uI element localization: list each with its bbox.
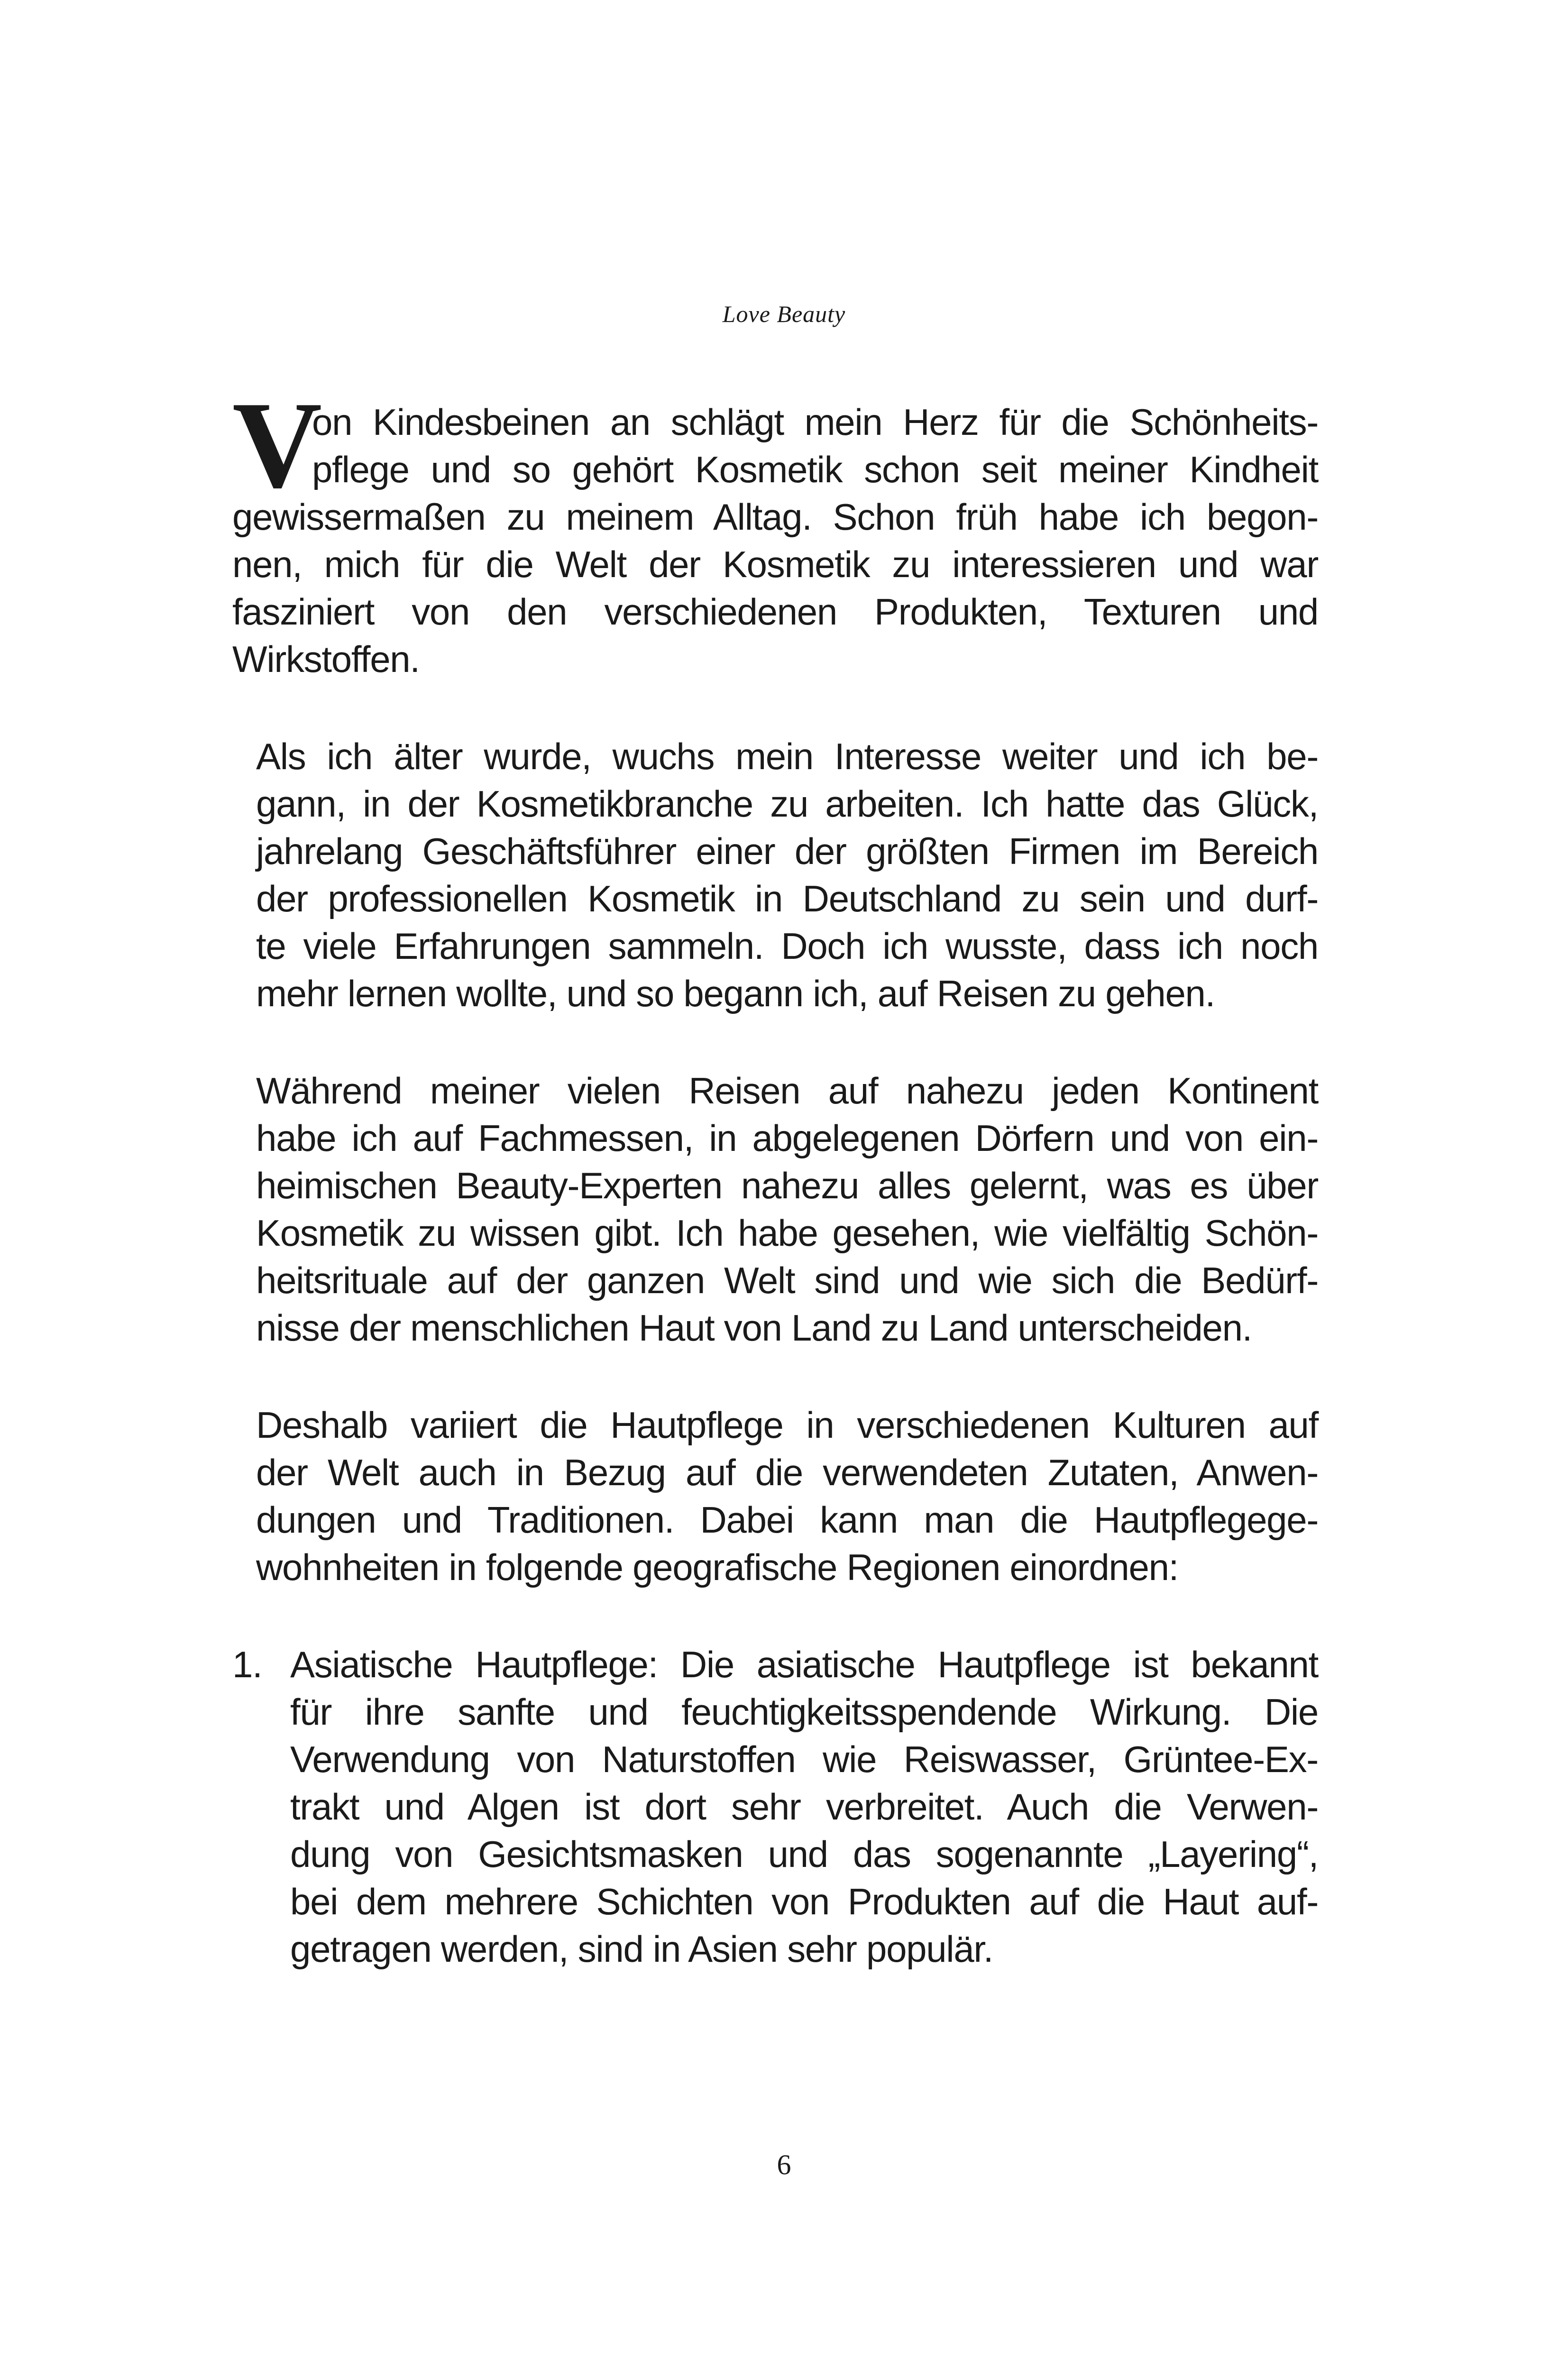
paragraph-1 <box>232 376 1318 683</box>
text-line: Wirkstoffen. <box>232 638 420 680</box>
text-line: gewissermaßen zu meinem Alltag. Schon früh habe ich begon- <box>232 496 1318 538</box>
running-header: Love Beauty <box>722 301 846 327</box>
text-line: Verwendung von Naturstoffen wie Reiswasser, Grüntee-Ex- <box>290 1738 1318 1780</box>
text-line: mehr lernen wollte, und so begann ich, auf Reisen zu gehen. <box>256 973 1215 1014</box>
text-line: fasziniert von den verschiedenen Produkten, Texturen und <box>232 591 1318 633</box>
text-line: Während meiner vielen Reisen auf nahezu jeden Kontinent <box>256 1070 1318 1112</box>
text-line: jahrelang Geschäftsführer einer der größten Firmen im Bereich <box>256 830 1318 872</box>
drop-cap: V <box>232 376 321 514</box>
list-item-number: 1. <box>232 1644 262 1685</box>
list-item <box>232 1641 1318 1973</box>
body-text <box>232 376 1318 1973</box>
text-line: für ihre sanfte und feuchtigkeitsspendende Wirkung. Die <box>290 1691 1318 1733</box>
text-line: der professionellen Kosmetik in Deutschland zu sein und durf- <box>256 878 1318 919</box>
text-line: nen, mich für die Welt der Kosmetik zu interessieren und war <box>232 543 1318 585</box>
text-line: nisse der menschlichen Haut von Land zu Land unterscheiden. <box>256 1307 1252 1349</box>
text-line: te viele Erfahrungen sammeln. Doch ich wusste, dass ich noch <box>256 925 1318 967</box>
paragraph-3 <box>232 1067 1318 1351</box>
list-item-body <box>290 1641 1318 1973</box>
text-line: gann, in der Kosmetikbranche zu arbeiten. Ich hatte das Glück, <box>256 783 1318 825</box>
text-line: Asiatische Hautpflege: Die asiatische Hautpflege ist bekannt <box>290 1644 1318 1685</box>
text-line: dung von Gesichtsmasken und das sogenannte „Layering“, <box>290 1833 1318 1875</box>
text-line: Kosmetik zu wissen gibt. Ich habe gesehen, wie vielfältig Schön- <box>256 1212 1318 1254</box>
text-line: bei dem mehrere Schichten von Produkten auf die Haut auf- <box>290 1881 1318 1922</box>
text-line: Deshalb variiert die Hautpflege in verschiedenen Kulturen auf <box>256 1404 1318 1446</box>
text-line: trakt und Algen ist dort sehr verbreitet. Auch die Verwen- <box>290 1786 1318 1828</box>
text-line: habe ich auf Fachmessen, in abgelegenen Dörfern und von ein- <box>256 1117 1318 1159</box>
text-line: Als ich älter wurde, wuchs mein Interesse weiter und ich be- <box>256 735 1318 777</box>
text-line: der Welt auch in Bezug auf die verwendeten Zutaten, Anwen- <box>256 1452 1318 1493</box>
paragraph-4 <box>232 1401 1318 1591</box>
text-line: wohnheiten in folgende geografische Regionen einordnen: <box>256 1546 1179 1588</box>
text-line: pflege und so gehört Kosmetik schon seit meiner Kindheit <box>312 449 1318 490</box>
numbered-list <box>232 1641 1318 1973</box>
text-line: heimischen Beauty-Experten nahezu alles gelernt, was es über <box>256 1165 1318 1206</box>
page-number: 6 <box>777 2149 791 2180</box>
text-line: dungen und Traditionen. Dabei kann man die Hautpflegege- <box>256 1499 1318 1541</box>
text-line: on Kindesbeinen an schlägt mein Herz für die Schönheits- <box>312 401 1318 443</box>
text-line: heitsrituale auf der ganzen Welt sind und wie sich die Bedürf- <box>256 1259 1318 1301</box>
text-line: getragen werden, sind in Asien sehr populär. <box>290 1928 993 1970</box>
paragraph-2 <box>232 733 1318 1017</box>
